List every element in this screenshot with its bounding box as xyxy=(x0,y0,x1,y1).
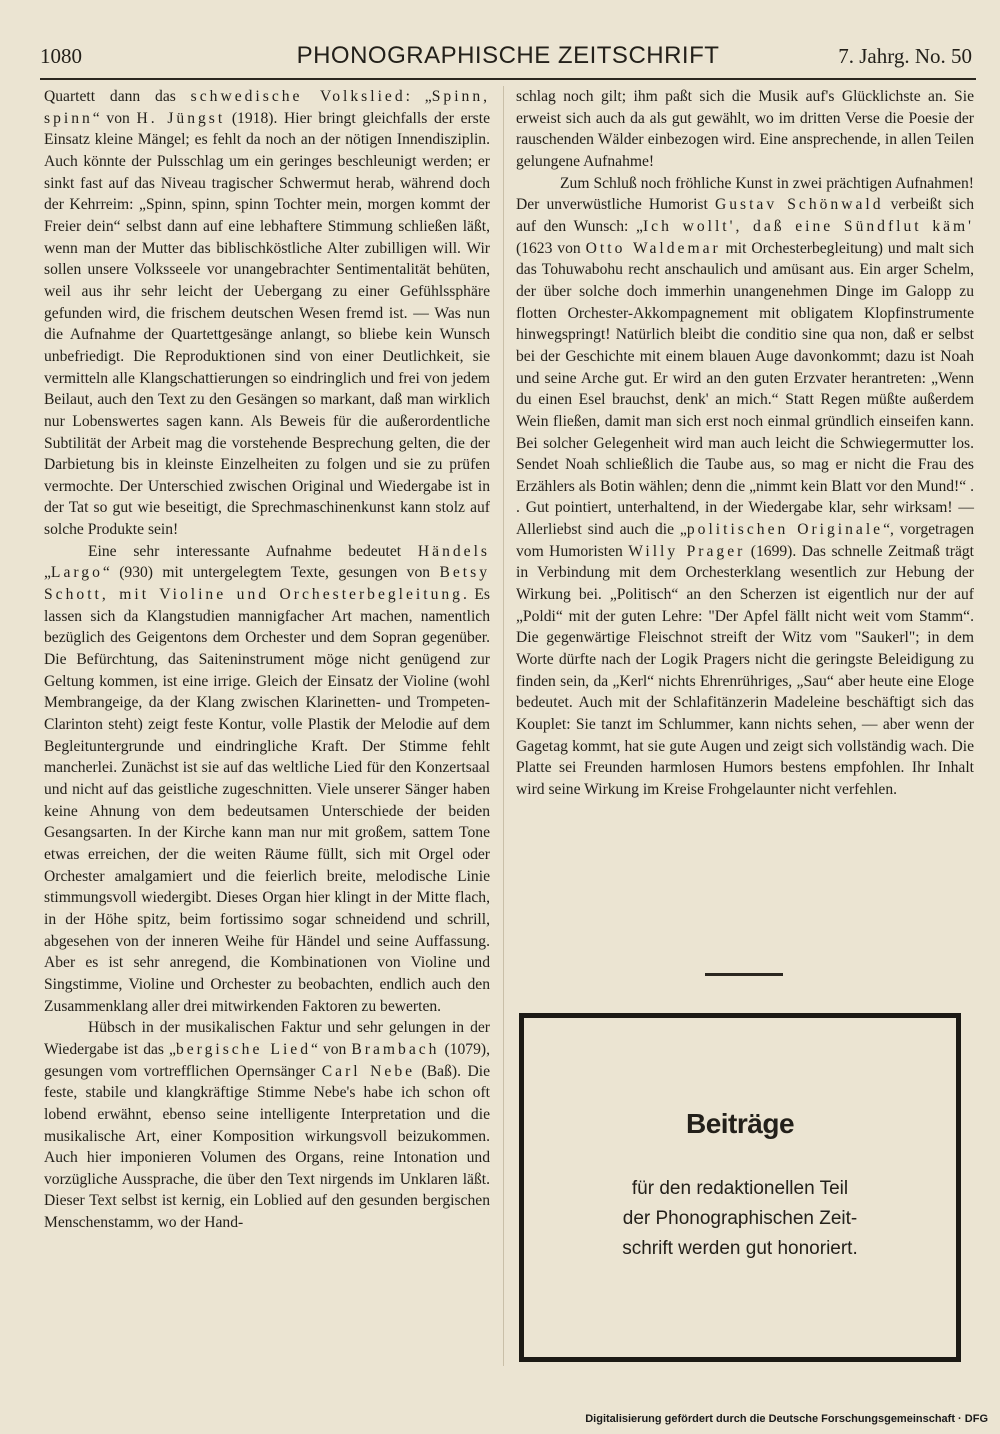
left-column xyxy=(44,86,490,1234)
section-rule xyxy=(705,973,783,976)
paragraph: Hübsch in der musikalischen Faktur und sehr gelungen in der Wiedergabe ist das „bergische Lied“ von Brambach (1079), gesungen vom vortrefflichen Opernsänger Carl Nebe (Baß). Die feste, stabile und klangkräftige Stimme Nebe's habe ich schon oft lobend erwähnt, ebenso seine intelligente Interpretation und die musikalische Art, einer Komposition wirkungsvoll beizukommen. Auch hier imponieren Volumen des Organs, reine Intonation und vorzügliche Aussprache, die über den Text nirgends im Unklaren läßt. Dieser Text selbst ist kernig, ein Loblied auf den gesunden bergischen Menschenstamm, wo der Hand- xyxy=(44,1019,490,1232)
ad-line: schrift werden gut honoriert. xyxy=(622,1238,858,1259)
ad-line: der Phonographischen Zeit- xyxy=(622,1208,858,1229)
paragraph: Eine sehr interessante Aufnahme bedeutet Händels „Largo“ (930) mit untergelegtem Texte, gesungen von Betsy Schott, mit Violine und Orchesterbegleitung. Es lassen sich da Klangstudien mannigfacher Art machen, namentlich bezüglich des Geigentons dem Orchester und dem Sopran gegenüber. Die Befürchtung, das Saiteninstrument möge nicht genügend zur Geltung kommen, ist eine irrige. Gleich der Einsatz der Violine (wohl Membrangeige, da der Klang zwischen Klarinetten- und Trompeten-Clarinton steht) zeigt feste Kontur, volle Plastik der Melodie auf dem Begleituntergrunde und eindringliche Kraft. Der Stimme fehlt mancherlei. Zunächst ist sie auf das weltliche Lied für den Konzertsaal und nicht auf das geistliche zugeschnitten. Viele unserer Sänger haben keine Ahnung von dem bedeutsamen Unterschiede der beiden Gesangsarten. In der Kirche kann man nur mit großem, sattem Tone etwas erreichen, der die weiten Räume füllt, sich mit Orgel oder Orchester amalgamiert und die feierlich breite, melodische Linie stimmungsvoll wiedergibt. Dieses Organ hier klingt in der Mitte flach, in der Höhe spitz, beim fortissimo sogar schneidend und schrill, abgesehen von der inneren Weihe für Händel und seine Auffassung. Aber es ist sehr anregend, die Kombinationen von Violine und Singstimme, Violine und Orchester zu beobachten, endlich auch den Zusammenklang aller drei mitwirkenden Faktoren zu bewerten. xyxy=(44,542,490,1015)
issue-label: 7. Jahrg. No. 50 xyxy=(838,44,972,68)
journal-title: PHONOGRAPHISCHE ZEITSCHRIFT xyxy=(296,42,720,69)
column-divider xyxy=(503,86,504,1366)
ad-title: Beiträge xyxy=(685,1108,795,1139)
page-header xyxy=(40,40,976,80)
paragraph: Quartett dann das schwedische Volkslied: „Spinn, spinn“ von H. Jüngst (1918). Hier bringt gleichfalls der erste Einsatz kleine Mängel; es fehlt da noch an der nötigen Innendisziplin. Auch könnte der Pulsschlag um ein geringes beschleunigt werden; er sinkt fast auf das Niveau tragischer Schwermut herab, während doch der Kehrreim: „Spinn, spinn, spinn Tochter mein, morgen kommt der Freier dein“ selbst dann auf eine lebhaftere Stimmung schließen läßt, wenn man der Mutter das biblischköstliche Alter zubilligen will. Wir sollen unsere Volksseele vor unangebrachter Sentimentalität behüten, weil aus ihr sehr leicht der Uebergang zu einer Gefühlssphäre gefunden wird, die frischem deutschen Wesen fremd ist. — Was nun die Aufnahme der Quartettgesänge anlangt, so bliebe kein Wunsch unbefriedigt. Die Reproduktionen sind von einer Deutlichkeit, sie vermitteln alle Klangschattierungen so eindringlich und frei von jedem Beilaut, auch den Text zu den Gesängen so markant, daß man wirklich nur Lobenswertes sagen kann. Als Beweis für die außerordentliche Subtilität der Arbeit mag die vorstehende Besprechung gelten, die der Darbietung bis in kleinste Einzelheiten zu folgen und sie zu prüfen vermochte. Der Unterschied zwischen Original und Wiedergabe ist in der Tat so gut wie beseitigt, die Sprechmaschinenkunst kann stolz auf solche Produkte sein! xyxy=(44,88,491,539)
ad-body xyxy=(524,1174,956,1264)
digitization-credit: Digitalisierung gefördert durch die Deutsche Forschungsgemeinschaft · DFG xyxy=(585,1413,988,1425)
right-column xyxy=(516,86,974,801)
advertisement-box xyxy=(519,1013,961,1362)
page-number: 1080 xyxy=(40,44,82,68)
paragraph: Zum Schluß noch fröhliche Kunst in zwei prächtigen Aufnahmen! Der unverwüstliche Humorist Gustav Schönwald verbeißt sich auf den Wunsch: „Ich wollt', daß eine Sündflut käm' (1623 von Otto Waldemar mit Orchesterbegleitung) und malt sich das Tohuwabohu recht anschaulich und amüsant aus. Ein arger Schelm, der über solche doch immerhin unangenehmen Dinge im Galopp zu flotten Orchester-Akkompagnement mit obligatem Klopfinstrumente hinwegspringt! Natürlich bleibt die conditio sine qua non, daß er selbst bei der Geschichte mit einem blauen Auge davonkommt; dazu ist Noah und seine Arche gut. Er wird an den guten Erzvater herantreten: „Wenn du einen Esel brauchst, denk' an mich.“ Statt Regen müßte außerdem Wein fließen, damit man sich erst noch einmal gründlich einseifen kann. Bei solcher Gelegenheit wird man auch leicht die Schwiegermutter los. Sendet Noah schließlich die Taube aus, so mag er nicht die Frau des Erzählers als Botin wählen; denn die „nimmt kein Blatt vor den Mund!“ . . Gut pointiert, unterhaltend, in der Wiedergabe klar, sehr wirksam! — Allerliebst sind auch die „politischen Originale“, vorgetragen vom Humoristen Willy Prager (1699). Das schnelle Zeitmaß trägt in Verbindung mit dem Orchesterklang wesentlich zur Hebung der Wirkung bei. „Politisch“ an den Scherzen ist eigentlich nur der auf „Poldi“ mit der guten Lehre: "Der Apfel fällt nicht weit vom Stamm“. Die gegenwärtige Fleischnot streift der Witz vom "Saukerl"; in dem Worte dürfte nach der Logik Pragers nicht die geringste Beleidigung zu finden sein, da „Kerl“ nichts Ehrenrühriges, „Sau“ aber heute eine Eloge bedeutet. Auch mit der Schlafitänzerin Madeleine beschäftigt sich das Kouplet: Sie tanzt im Schlummer, kann nichts sehen, — aber wenn der Gagetag kommt, hat sie gute Augen und zeigt sich vollständig wach. Die Platte sei Freunden harmlosen Humors bestens empfohlen. Ihr Inhalt wird seine Wirkung im Kreise Frohgelaunter nicht verfehlen. xyxy=(516,174,975,798)
paragraph: schlag noch gilt; ihm paßt sich die Musik auf's Glücklichste an. Sie erweist sich auch da als gut gewählt, wo im dritten Verse die Poesie der rauschenden Wälder einbezogen wird. Eine ansprechende, in allen Teilen gelungene Aufnahme! xyxy=(516,88,974,170)
ad-line: für den redaktionellen Teil xyxy=(631,1178,849,1199)
